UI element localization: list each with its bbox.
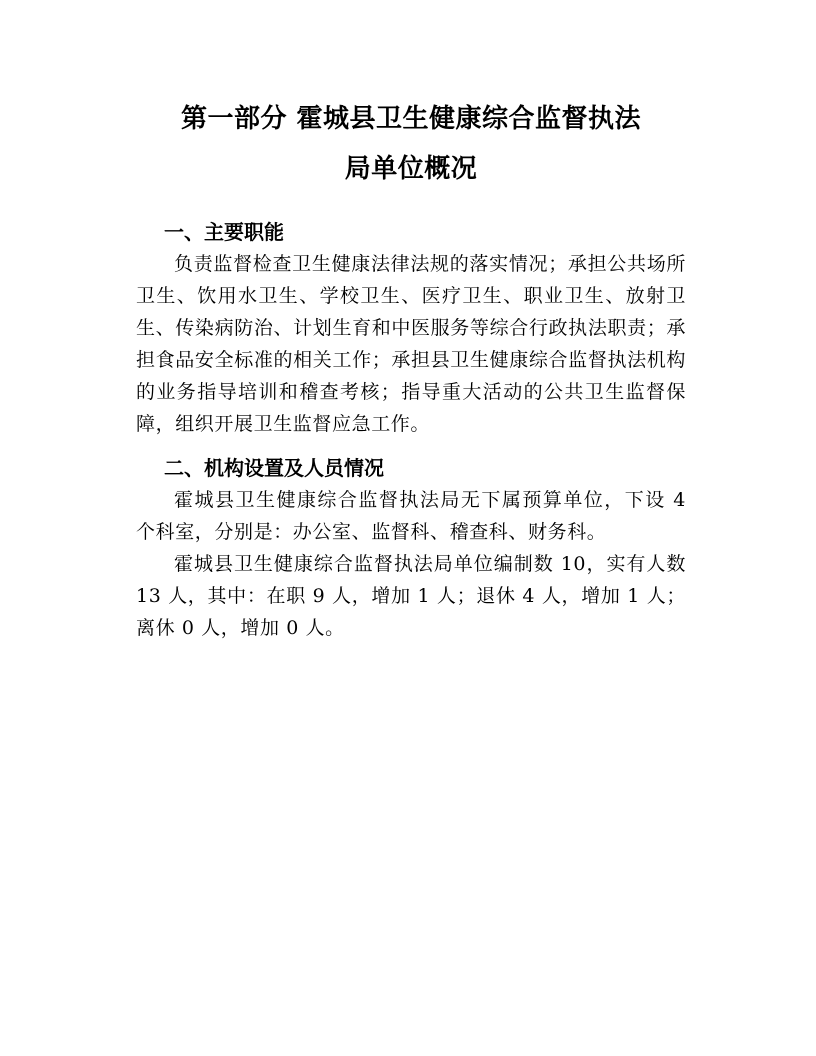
paragraph-organization-structure: 霍城县卫生健康综合监督执法局无下属预算单位，下设 4 个科室，分别是：办公室、监督科、稽查科、财务科。 <box>136 489 686 543</box>
section-heading-functions: 一、主要职能 <box>164 220 284 244</box>
paragraph-functions: 负责监督检查卫生健康法律法规的落实情况；承担公共场所卫生、饮用水卫生、学校卫生、医疗卫生、职业卫生、放射卫生、传染病防治、计划生育和中医服务等综合行政执法职责；承担食品安全标准的相关工作；承担县卫生健康综合监督执法机构的业务指导培训和稽查考核；指导重大活动的公共卫生监督保障，组织开展卫生监督应急工作。 <box>136 253 686 435</box>
title-line-2: 局单位概况 <box>344 154 478 184</box>
title-line-1: 第一部分 霍城县卫生健康综合监督执法 <box>180 104 642 134</box>
document-title <box>136 94 686 194</box>
document-page <box>136 94 686 644</box>
paragraph-staffing: 霍城县卫生健康综合监督执法局单位编制数 10，实有人数 13 人，其中：在职 9 人，增加 1 人；退休 4 人，增加 1 人；离休 0 人，增加 0 人。 <box>136 553 686 639</box>
section-heading-organization: 二、机构设置及人员情况 <box>164 456 384 480</box>
